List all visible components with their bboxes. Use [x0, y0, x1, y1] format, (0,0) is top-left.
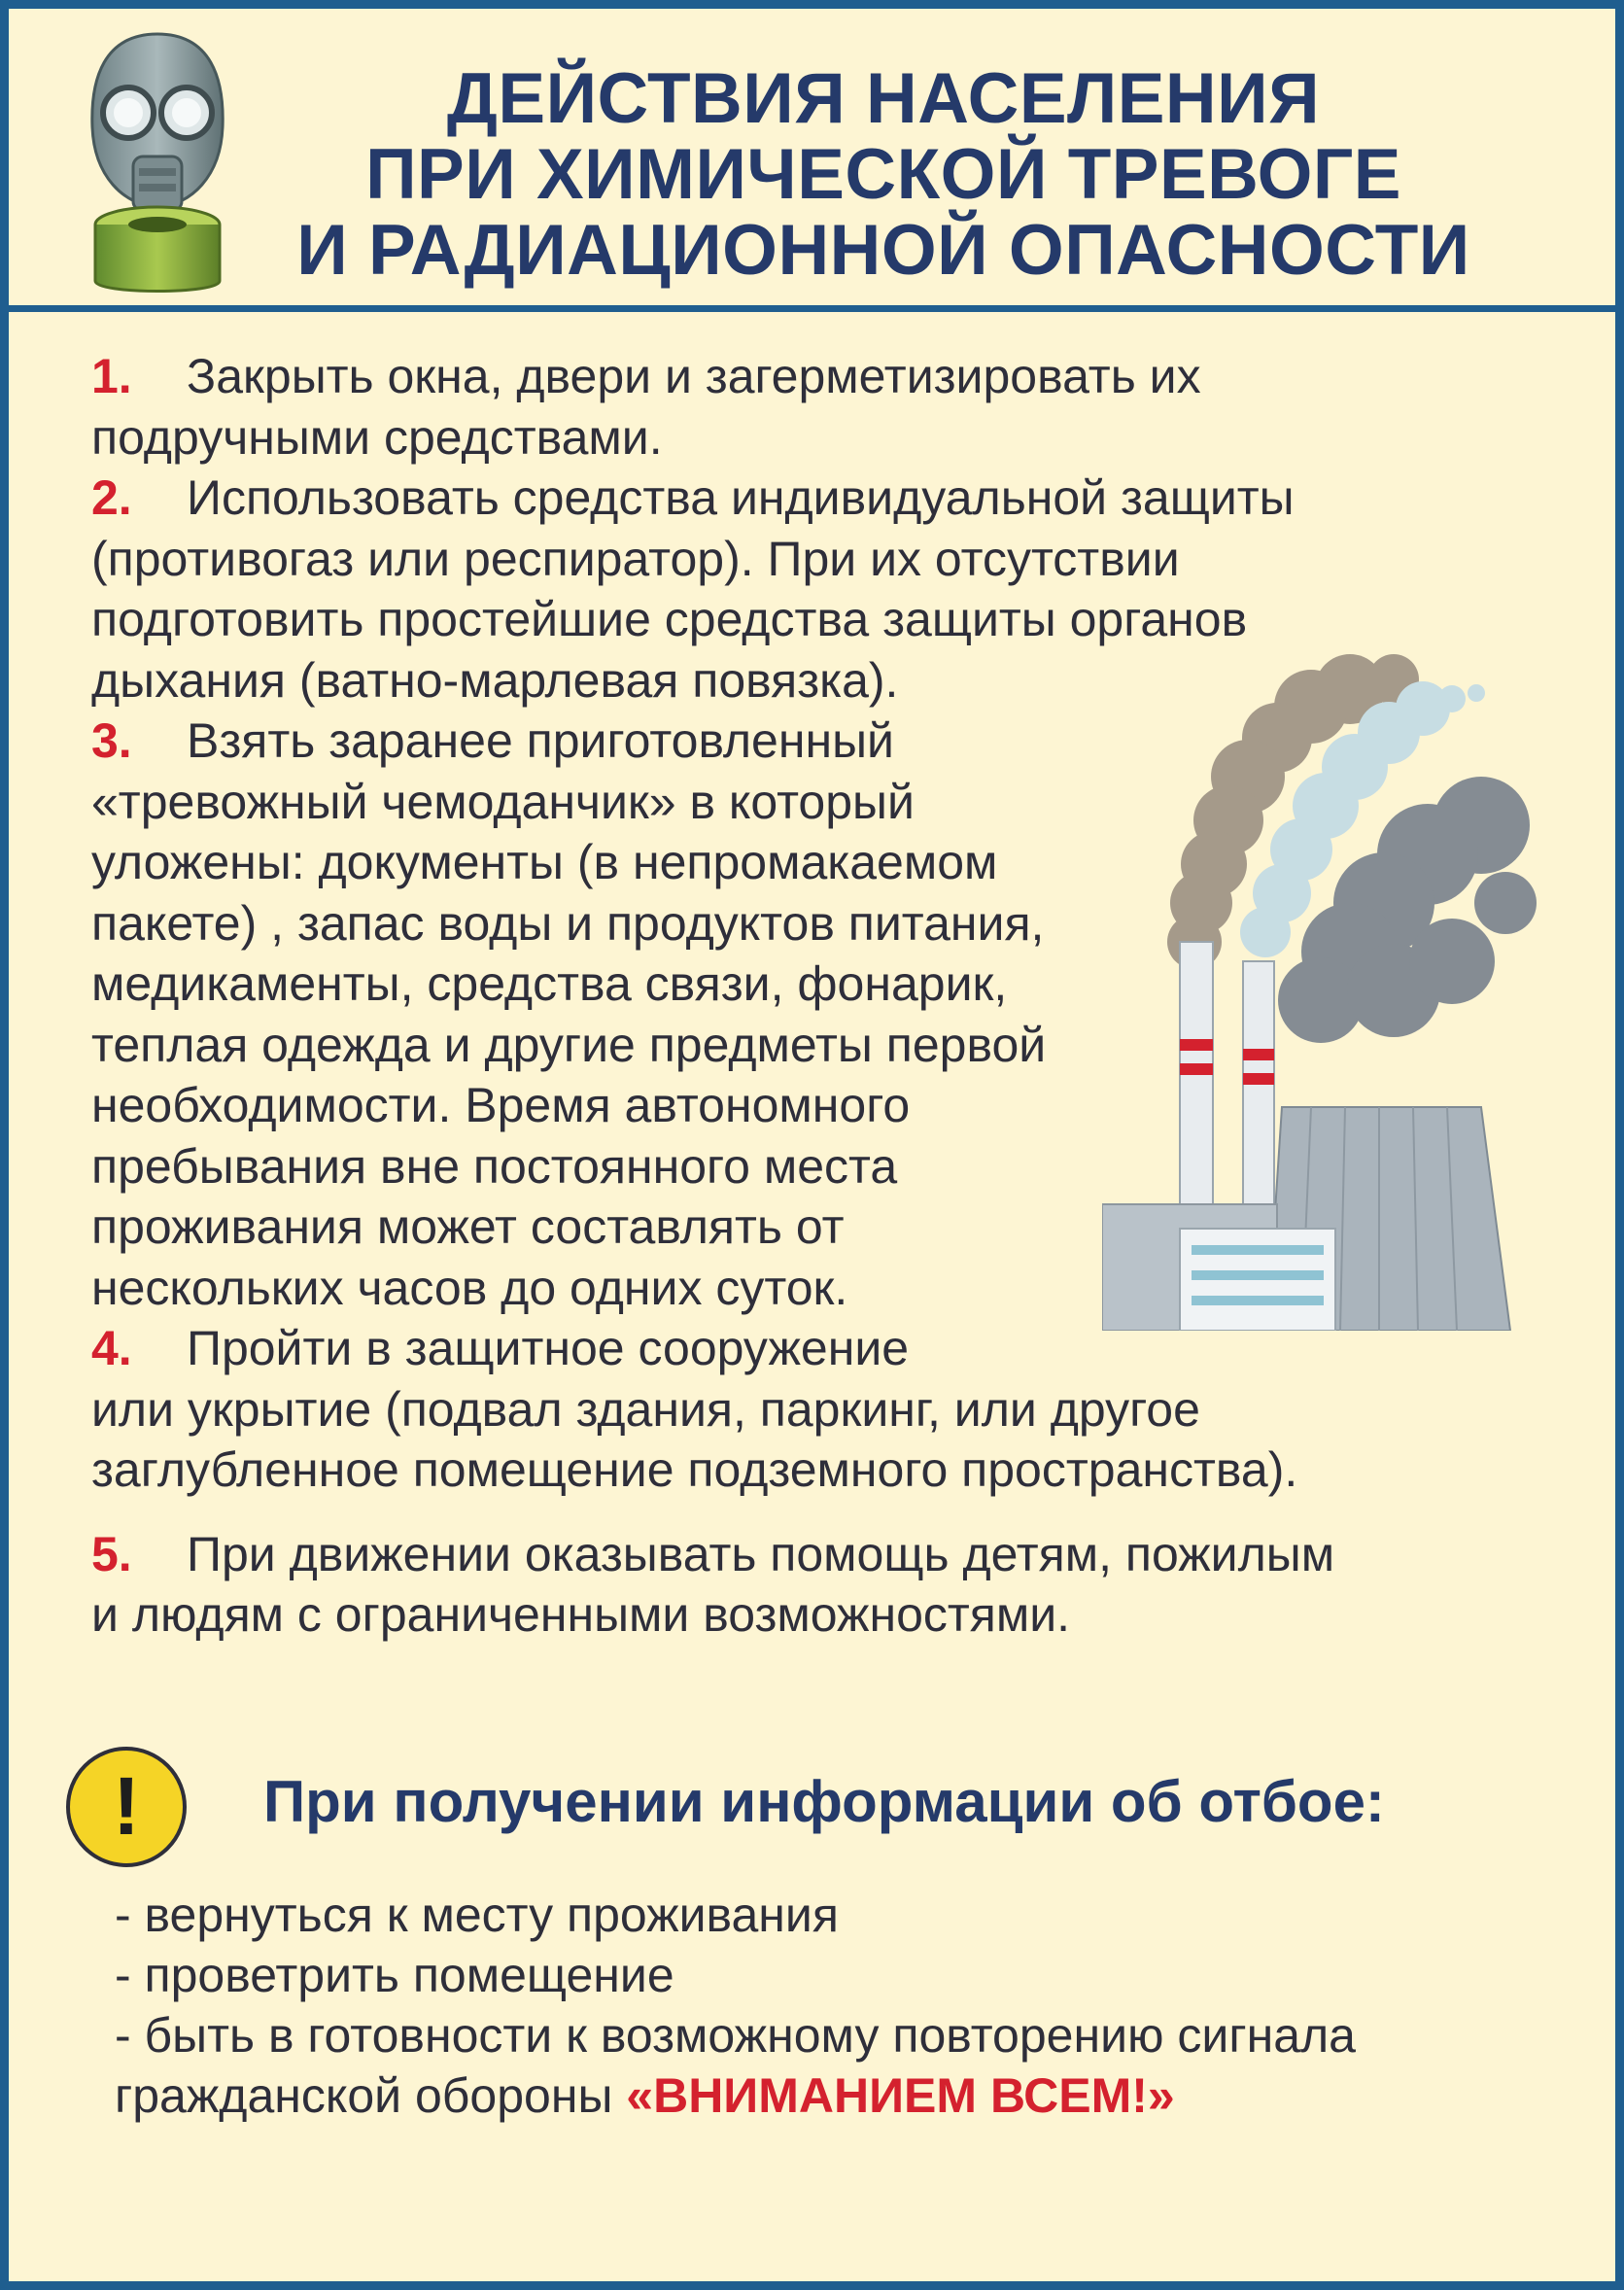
step-text-line: медикаменты, средства связи, фонарик, [91, 956, 1008, 1011]
step-5 [91, 1524, 1549, 1646]
step-number: 5. [91, 1526, 132, 1581]
step-text-line: дыхания (ватно-марлевая повязка). [91, 652, 899, 708]
title-line-1: ДЕЙСТВИЯ НАСЕЛЕНИЯ [446, 59, 1321, 138]
step-text-line: «тревожный чемоданчик» в который [91, 774, 915, 829]
alert-item-last [115, 2065, 1572, 2126]
title-line-2: ПРИ ХИМИЧЕСКОЙ ТРЕВОГЕ [365, 135, 1401, 214]
step-text-line: уложены: документы (в непромакаемом [91, 835, 998, 889]
step-text-line: необходимости. Время автономного [91, 1078, 911, 1132]
title-line-3: И РАДИАЦИОННОЙ ОПАСНОСТИ [296, 211, 1470, 290]
step-text-line: проживания может составлять от [91, 1199, 845, 1254]
step-text-line: Закрыть окна, двери и загерметизировать их [187, 349, 1201, 403]
step-number: 4. [91, 1321, 132, 1375]
gas-mask-icon [85, 30, 230, 302]
step-text-line: или укрытие (подвал здания, паркинг, или другое [91, 1381, 1200, 1437]
alert-title: При получении информации об отбое: [263, 1769, 1385, 1834]
step-4 [91, 1318, 1549, 1501]
step-text-line: (противогаз или респиратор). При их отсутствии [91, 531, 1180, 586]
alert-signal-name: «ВНИМАНИЕМ ВСЕМ!» [626, 2068, 1175, 2123]
step-text-line: заглубленное помещение подземного пространства). [91, 1442, 1298, 1497]
step-text-line: нескольких часов до одних суток. [91, 1260, 848, 1315]
step-text-line: подручными средствами. [91, 409, 663, 465]
step-text-line: Пройти в защитное сооружение [187, 1321, 910, 1375]
exclamation-icon [64, 1745, 189, 1869]
page-title [252, 61, 1515, 289]
header [9, 9, 1615, 312]
step-text-line: Использовать средства индивидуальной защиты [187, 470, 1295, 525]
step-number: 3. [91, 713, 132, 768]
alert-item: - вернуться к месту проживания [115, 1888, 839, 1942]
step-text-line: подготовить простейшие средства защиты органов [91, 592, 1248, 646]
step-text-line: Взять заранее приготовленный [187, 713, 894, 768]
step-text-line: теплая одежда и другие предметы первой [91, 1017, 1047, 1072]
alert-list [115, 1885, 1572, 2126]
step-text-line: и людям с ограниченными возможностями. [91, 1587, 1071, 1642]
step-text-line: пребывания вне постоянного места [91, 1138, 898, 1194]
alert-item: - проветрить помещение [115, 1948, 674, 2002]
step-1 [91, 346, 1549, 468]
step-text-line: пакете) , запас воды и продуктов питания, [91, 895, 1045, 951]
alert-item-text: гражданской обороны [115, 2068, 627, 2123]
alert-item: - быть в готовности к возможному повторению сигнала [115, 2008, 1356, 2063]
exclamation-symbol: ! [113, 1760, 140, 1852]
factory-smoke-icon [1102, 650, 1539, 1331]
step-text-line: При движении оказывать помощь детям, пожилым [187, 1526, 1335, 1581]
step-number: 2. [91, 470, 132, 525]
step-number: 1. [91, 349, 132, 403]
